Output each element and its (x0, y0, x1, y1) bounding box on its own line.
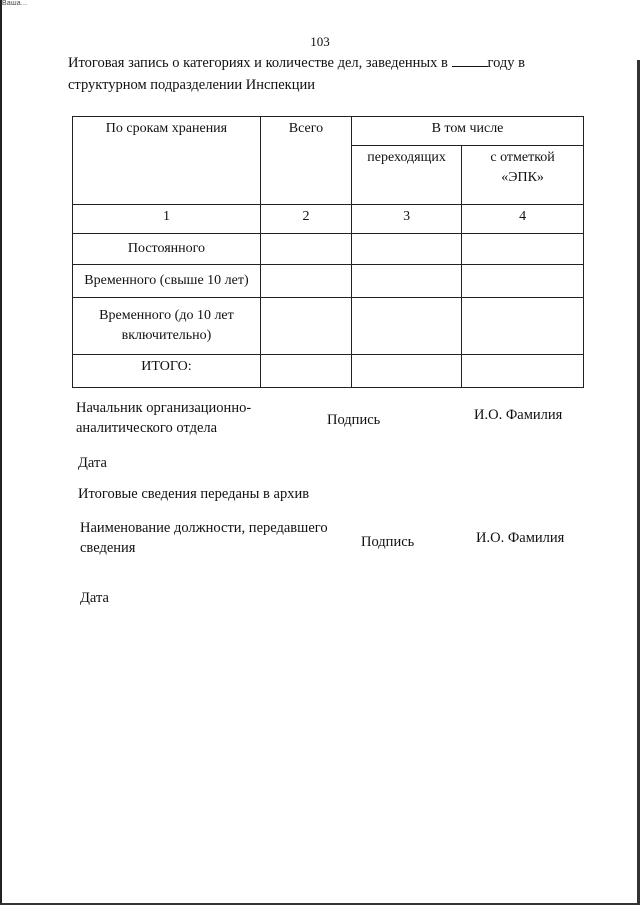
row-label-temp-up-to-10-line2: включительно) (121, 328, 212, 343)
cell-empty (462, 355, 584, 388)
page-number: 103 (310, 34, 330, 49)
header-storage-period: По срокам хранения (73, 117, 261, 205)
cell-empty (351, 298, 461, 355)
date-label: Дата (78, 455, 107, 471)
header-epk-line1: с отметкой (490, 150, 555, 165)
cell-empty (351, 355, 461, 388)
name-label: И.О. Фамилия (474, 407, 563, 423)
row-label-temp-up-to-10-line1: Временного (до 10 лет (99, 308, 234, 323)
summary-table (72, 116, 584, 388)
header-transitional: переходящих (351, 146, 461, 205)
heading-line2: структурном подразделении Инспекции (68, 77, 315, 93)
position-title-line1: Наименование должности, передавшего (80, 520, 328, 536)
position-title (80, 518, 328, 558)
row-label-temp-over-10: Временного (свыше 10 лет) (73, 265, 261, 298)
row-label-temp-up-to-10 (73, 298, 261, 355)
header-epk-line2: «ЭПК» (501, 170, 544, 185)
name-label-2: И.О. Фамилия (476, 530, 565, 546)
heading-part1: Итоговая запись о категориях и количестве дел, заведенных в (68, 55, 452, 71)
head-title (76, 398, 251, 438)
table-row (73, 298, 584, 355)
cell-empty (462, 234, 584, 265)
cell-empty (260, 298, 351, 355)
column-number-3: 3 (351, 205, 461, 234)
cell-empty (260, 265, 351, 298)
cell-empty (260, 234, 351, 265)
table-row (73, 265, 584, 298)
date-label-2: Дата (80, 590, 109, 606)
signature-label: Подпись (327, 412, 381, 428)
header-including: В том числе (351, 117, 583, 146)
table-row (73, 355, 584, 388)
scan-edge-left (0, 0, 2, 905)
archive-text: Итоговые сведения переданы в архив (78, 486, 310, 502)
header-epk (462, 146, 584, 205)
row-label-permanent: Постоянного (73, 234, 261, 265)
cell-empty (351, 265, 461, 298)
column-number-2: 2 (260, 205, 351, 234)
cell-empty (462, 265, 584, 298)
position-title-line2: сведения (80, 540, 136, 556)
cell-empty (260, 355, 351, 388)
table-row (73, 234, 584, 265)
heading-part2: году в (487, 55, 526, 71)
signature-label-2: Подпись (361, 534, 415, 550)
cell-empty (351, 234, 461, 265)
head-title-line2: аналитического отдела (76, 420, 218, 436)
year-blank-line (452, 54, 488, 67)
column-number-1: 1 (73, 205, 261, 234)
document-heading (68, 52, 568, 96)
scan-stamp: Ваша... (2, 0, 28, 7)
row-label-total: ИТОГО: (73, 355, 261, 388)
cell-empty (462, 298, 584, 355)
head-title-line1: Начальник организационно- (76, 400, 252, 416)
header-total: Всего (260, 117, 351, 205)
column-number-4: 4 (462, 205, 584, 234)
